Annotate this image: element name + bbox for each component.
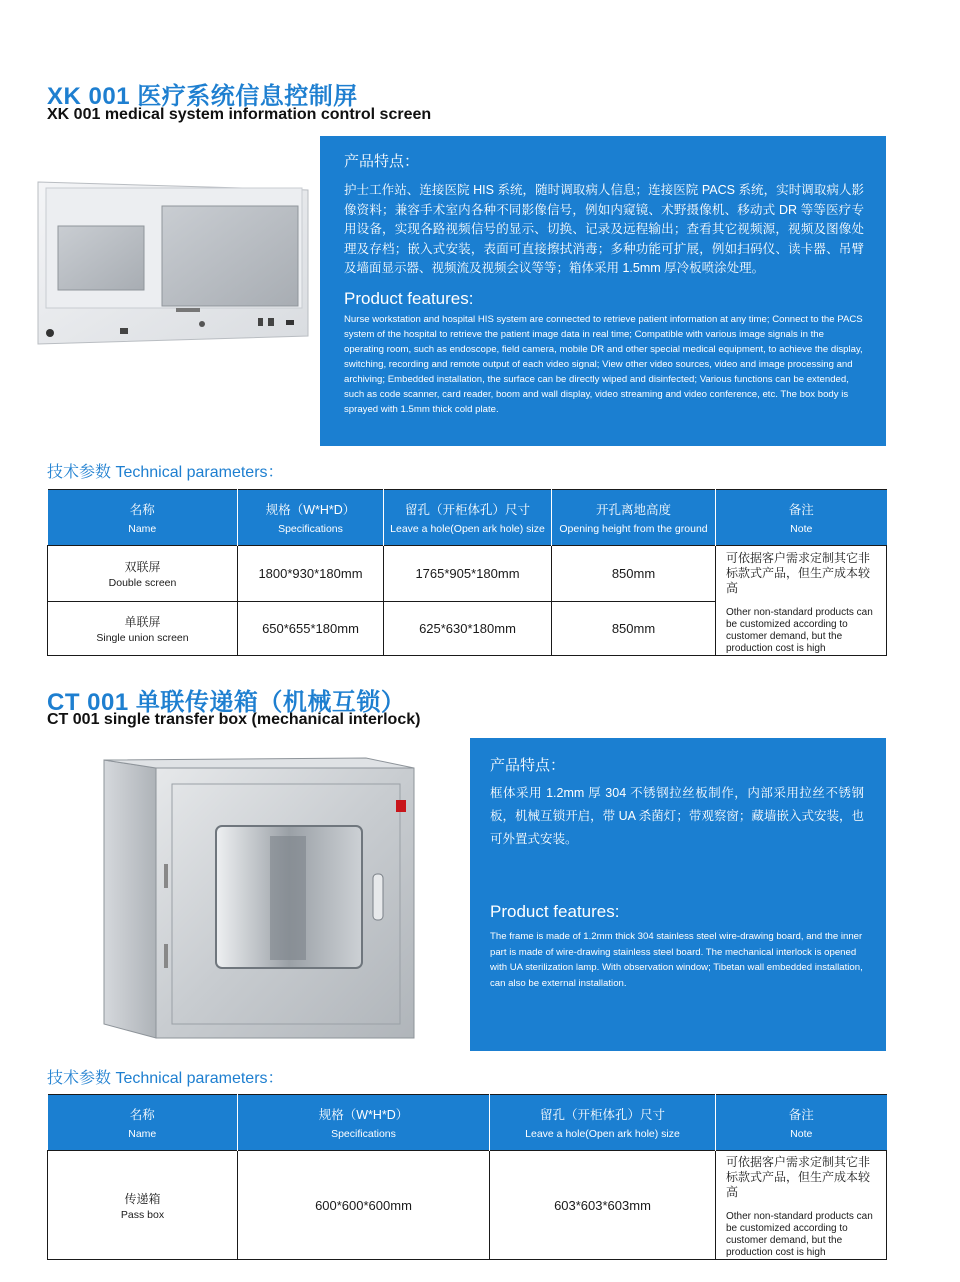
section2-params-heading: 技术参数 Technical parameters： [47, 1070, 284, 1087]
features-heading-cn: 产品特点： [490, 757, 566, 774]
cell-note: 可依据客户需求定制其它非标款式产品，但生产成本较高 Other non-standard products can be customized according to customer demand, but the production cost is high [716, 1151, 887, 1260]
cell-name: 双联屏 Double screen [48, 546, 238, 602]
control-screen-image [36, 178, 310, 348]
header-hole: 留孔（开柜体孔）尺寸 Leave a hole(Open ark hole) size [490, 1095, 716, 1151]
header-spec: 规格（W*H*D） Specifications [238, 490, 384, 546]
control-screen-photo [36, 178, 310, 348]
pass-box-photo [96, 756, 426, 1046]
header-name: 名称 Name [48, 490, 238, 546]
header-note: 备注 Note [716, 490, 887, 546]
section1-title-cn: XK 001 医疗系统信息控制屏 [47, 83, 358, 110]
header-spec: 规格（W*H*D） Specifications [238, 1095, 490, 1151]
section1-features-box [320, 136, 886, 446]
section2-title-cn: CT 001 单联传递箱（机械互锁） [47, 689, 406, 716]
cell-height: 850mm [552, 546, 716, 602]
cell-hole: 1765*905*180mm [384, 546, 552, 602]
section2-features-box [470, 738, 886, 1051]
cell-spec: 600*600*600mm [238, 1151, 490, 1260]
pass-box-image [96, 756, 426, 1046]
features-body-cn: 护士工作站、连接医院 HIS 系统，随时调取病人信息；连接医院 PACS 系统，实时调取病人影像资料；兼容手术室内各种不同影像信号，例如内窥镜、术野摄像机、移动式 DR 等等医疗专用设备，实现各路视频信号的显示、切换、记录及远程输出；查看其它视频源，视频及图像处理及存档；嵌入式安装，表面可直接擦拭消毒；多种功能可扩展，例如扫码仪、读卡器、吊臂及墙面显示器、视频流及视频会议等等；箱体采用 1.5mm 厚冷板喷涂处理。 [344, 183, 864, 275]
section2-title-en: CT 001 single transfer box (mechanical interlock) [47, 711, 421, 728]
cell-note: 可依据客户需求定制其它非标款式产品，但生产成本较高 Other non-standard products can be customized according to customer demand, but the production cost is high [716, 546, 887, 656]
section2-spec-table [47, 1094, 887, 1260]
features-body-en: Nurse workstation and hospital HIS system are connected to retrieve patient information at any time; Connect to the PACS system of the hospital to retrieve the patient image data in real time; Compatible with various image signals in the operating room, such as endoscope, field camera, mobile DR and other special medical equipment, to achieve the display, switching, recording and remote output of each video signal; View other video sources, video and image processing and archiving; Embedded installation, the surface can be directly wiped and disinfected; Various functions can be extended, such as code scanner, card reader, boom and wall display, video streaming and video conference, etc. The box body is sprayed with 1.5mm thick cold plate. [344, 313, 863, 415]
cell-hole: 603*603*603mm [490, 1151, 716, 1260]
features-heading-en: Product features: [344, 288, 474, 308]
cell-height: 850mm [552, 602, 716, 656]
section1-params-heading: 技术参数 Technical parameters： [47, 464, 284, 481]
table-row [48, 546, 887, 602]
header-height: 开孔离地高度 Opening height from the ground [552, 490, 716, 546]
cell-name: 单联屏 Single union screen [48, 602, 238, 656]
cell-name: 传递箱 Pass box [48, 1151, 238, 1260]
features-heading-en: Product features: [490, 902, 620, 921]
header-hole: 留孔（开柜体孔）尺寸 Leave a hole(Open ark hole) size [384, 490, 552, 546]
table-row [48, 1151, 887, 1260]
features-heading-cn: 产品特点： [344, 153, 420, 170]
header-note: 备注 Note [716, 1095, 887, 1151]
features-body-cn: 框体采用 1.2mm 厚 304 不锈钢拉丝板制作，内部采用拉丝不锈钢板，机械互锁开启，带 UA 杀菌灯；带观察窗；藏墙嵌入式安装，也可外置式安装。 [490, 786, 864, 846]
section1-title-en: XK 001 medical system information control screen [47, 106, 432, 123]
features-body-en: The frame is made of 1.2mm thick 304 stainless steel wire-drawing board, and the inner part is made of wire-drawing stainless steel board. The mechanical interlock is opened with UA sterilization lamp. With observation window; Tibetan wall embedded installation, can also be external installation. [490, 931, 863, 989]
cell-hole: 625*630*180mm [384, 602, 552, 656]
cell-spec: 650*655*180mm [238, 602, 384, 656]
header-name: 名称 Name [48, 1095, 238, 1151]
cell-spec: 1800*930*180mm [238, 546, 384, 602]
section1-spec-table [47, 489, 887, 656]
